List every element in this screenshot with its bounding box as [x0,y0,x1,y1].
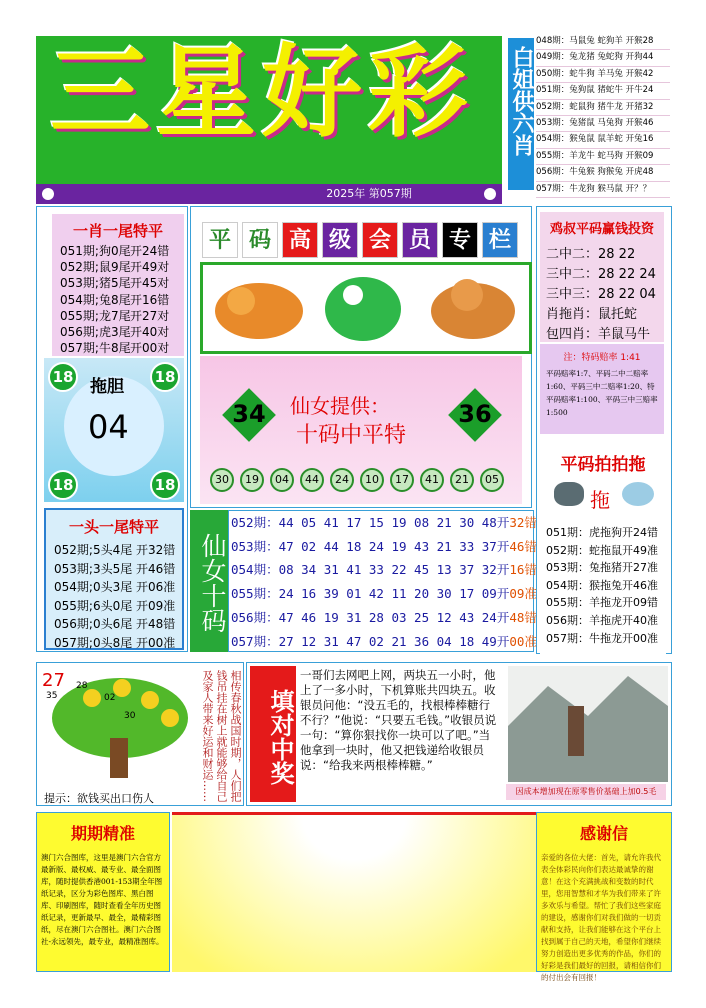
ox-icon [215,283,303,339]
xiannv-provide-box [200,356,522,504]
tiger-icon [554,482,584,506]
main-title: 三星好彩 [50,33,474,151]
bottom-left-box [36,812,170,972]
history-numbers: 054期：08 34 31 41 33 22 45 13 37 32开 [231,562,510,578]
history-numbers: 052期：44 05 41 17 15 19 08 21 30 48开 [231,515,510,530]
yitou-result: 开09准 [136,598,176,613]
yitou-result: 开06准 [136,580,176,594]
yitou-title: 一头一尾特平 [68,518,159,536]
scholar-illustration [508,666,668,782]
yitou-period: 056期;0头6尾 [54,617,133,631]
paituo-row: 056期：羊拖虎开40准 [546,613,658,627]
yitou-box [44,508,184,650]
left-num: 34 [232,400,266,428]
jishu-row: 肖拖肖：鼠托蛇 [546,307,638,322]
yitou-period: 055期;6头0尾 [54,598,133,613]
bottom-right-text: 亲爱的各位大佬：首先，请允许我代表全体彩民向你们表达最诚挚的谢意！在这个充满挑战和变数的时代里，您用智慧和才华为我们带来了许多欢乐与希望。帮忙了我们这些家庭的建设，感谢你们对我们做的一切贡献和支持，让我们能够在这个平台上找到属于自己的天地，希望你们继续努力创造出更多优秀的作品，你们的好彩是我们最好的回报，请相信你们的付出会有回报！ [541,853,661,982]
coin: 35 [46,691,58,701]
zodiac-list-item: 056期：牛兔猴 狗猴兔 开虎48 [536,165,670,181]
yitou-result: 开46错 [136,561,176,576]
yixiao-title: 一肖一尾特平 [72,222,163,240]
paituo-row: 055期：羊拖龙开09错 [546,596,658,610]
history-numbers: 056期：47 46 19 31 28 03 25 12 43 24开 [231,609,510,625]
bottom-left-title: 期期精准 [70,824,135,843]
right-num: 36 [458,400,492,428]
tuodan-corner-ball: 18 [48,470,78,500]
issue-bar [36,184,502,204]
bottom-right-title: 感谢信 [579,824,628,843]
yixiao-period: 054期;兔8尾 [60,292,131,307]
tuodan-label: 拖胆 [90,377,124,397]
member-title-char: 级 [322,222,358,258]
number-ball: 24 [330,468,354,492]
coin: 02 [104,693,116,703]
bar-dot-left [42,188,54,200]
paituo-tuo: 拖 [590,488,610,512]
paituo-row: 057期：牛拖龙开00准 [546,631,658,645]
zodiac-list-item: 052期：蛇鼠狗 猪牛龙 开猪32 [536,100,670,116]
yitou-row [54,560,182,579]
yitou-result: 开48错 [136,617,176,631]
tuodan-corner-ball: 18 [150,362,180,392]
zodiac-list-item: 049期：兔龙猪 兔蛇狗 开狗44 [536,50,670,66]
tiandui-title: 填对中奖 [250,666,296,802]
history-result: 00准 [509,633,537,649]
history-numbers: 057期：27 12 31 47 02 21 36 04 18 49开 [231,633,510,649]
paituo-box [540,438,666,654]
history-result: 46错 [509,538,537,554]
number-ball: 05 [480,468,504,492]
provider-text: 仙女提供： [290,394,390,418]
yixiao-period: 055期;龙7尾 [60,308,131,323]
xiannv-history [228,510,537,652]
number-ball: 10 [360,468,384,492]
jishu-row: 三中三：28 22 04 [546,287,656,302]
yixiao-result: 开45对 [130,276,170,291]
coin: 30 [124,711,136,721]
yixiao-row [60,308,184,324]
zodiac-list-item: 050期：蛇牛狗 羊马兔 开猴42 [536,67,670,83]
tuodan-corner-ball: 18 [150,470,180,500]
yixiao-row [60,259,184,275]
paituo-row: 053期：兔拖猪开27准 [546,561,658,575]
number-ball: 04 [270,468,294,492]
joke-text: 一哥们去网吧上网，两块五一小时，他上了一多小时，下机算账共四块五。收银员问他：“没五毛的，找根棒棒糖行不行？”他说：“只要五毛钱。”收银员说一句：“算你狠找你一块可以了吧。”当他拿到一块时，他又把钱递给收银员说：“给我来两根棒棒糖。” [300,668,497,772]
yixiao-period: 056期;虎3尾 [60,325,131,340]
tree-coins [46,681,196,731]
paituo-row: 052期：蛇拖鼠开49准 [546,543,658,557]
zodiac-list-item: 053期：兔猪鼠 马兔狗 开猴46 [536,116,670,132]
yixiao-result: 开49对 [130,260,170,275]
title-banner [36,33,502,184]
yixiao-row [60,324,184,340]
jishu-row: 三中二：28 22 24 [546,267,656,282]
xiannv-vertical: 仙女十码 [190,510,228,652]
zodiac-illustrations [203,265,529,351]
number-ball: 17 [390,468,414,492]
member-title-char: 会 [362,222,398,258]
note-title: 注：特码赔率 1:41 [563,353,641,363]
yixiao-result: 开16错 [130,292,170,307]
yitou-period: 057期;0头8尾 [54,635,133,650]
jishu-box [540,212,664,342]
yixiao-row [60,243,184,259]
tuodan-box [44,358,184,502]
tree-number: 27 [42,670,65,691]
paituo-rows [546,524,658,647]
yixiao-result: 开00对 [130,341,170,356]
bottom-center [172,812,536,972]
member-title-char: 平 [202,222,238,258]
yixiao-result: 开24错 [130,244,170,258]
history-row [229,535,537,559]
history-row [229,511,537,535]
member-title-char: 员 [402,222,438,258]
jishu-row: 二中二：28 22 [546,247,636,262]
coin: 28 [76,681,88,691]
note-text: 平码赔率1:7、平码二中二赔率1:60、平码三中二赔率1:20、特平码赔率1:100、平码三中三赔率1:500 [546,369,658,417]
history-numbers: 053期：47 02 44 18 24 19 43 21 33 37开 [231,538,510,554]
yitou-row [54,597,182,616]
slogan-text: 十码中平特 [296,423,407,448]
number-ball: 19 [240,468,264,492]
bottom-left-text: 澳门六合图库，这里是澳门六合官方最新版、最权威、最专业、最全面图库，随时提供香港001-153期全年图纸记录，区分为彩色图库、黑白图库、印刷图库，随时查看全年历史图纸记录，更新最早、最全，最精彩图纸，尽在澳门六合图社。澳门六合图社-永远领先，最专业，最精准图库。 [41,853,164,946]
member-title-char: 栏 [482,222,518,258]
bottom-right-box [536,812,672,982]
paituo-row: 054期：猴拖兔开46准 [546,578,658,592]
yitou-period: 054期;0头3尾 [54,580,133,594]
yitou-rows [46,541,182,652]
bar-dot-right [484,188,496,200]
yixiao-row [60,275,184,291]
history-result: 16错 [509,562,537,578]
history-row [229,630,537,654]
member-title-char: 专 [442,222,478,258]
history-row [229,606,537,630]
history-row [229,558,537,582]
zodiac-list-item: 057期：牛龙狗 猴马鼠 开？？ [536,182,670,198]
yixiao-box [52,214,184,356]
tree-hint: 提示：欲钱买出口伤人 [44,792,154,805]
joke-caption: 因成本增加现在原零售价基础上加0.5毛 [506,784,666,800]
yitou-row [54,634,182,653]
yitou-row [54,541,182,560]
yixiao-rows [52,243,184,356]
yitou-result: 开32错 [136,543,176,557]
yitou-result: 开00准 [136,635,176,650]
tree-poem: 相传春秋战国时期，人们把钱吊挂在树上就能够给自己及家人带来好运和财运…… [201,670,242,802]
yitou-row [54,578,182,597]
yixiao-result: 开27对 [130,308,170,323]
tuodan-main: 04 [88,408,129,446]
dragon-icon [325,277,401,341]
history-result: 09准 [509,586,537,602]
zodiac-list-item: 055期：羊龙牛 蛇马狗 开猴09 [536,149,670,165]
zodiac-list-item: 048期：马鼠兔 蛇狗羊 开猴28 [536,34,670,50]
number-ball: 41 [420,468,444,492]
zodiac-box-title-text: 白姐供六肖 [509,46,534,156]
yitou-row [54,615,182,634]
member-title-char: 码 [242,222,278,258]
snake-icon [622,482,654,506]
yixiao-period: 053期;猪5尾 [60,276,131,291]
number-ball: 44 [300,468,324,492]
issue-number: 2025年 第057期 [326,187,412,200]
tuodan-corner-ball: 18 [48,362,78,392]
paituo-row: 051期：虎拖狗开24错 [546,526,658,539]
zodiac-images [200,262,532,354]
yixiao-period: 052期;鼠9尾 [60,260,131,275]
history-numbers: 055期：24 16 39 01 42 11 20 30 17 09开 [231,586,510,602]
paituo-title: 平码拍拍拖 [560,455,646,475]
yitou-period: 053期;3头5尾 [54,561,133,576]
zodiac-list-item: 054期：猴兔鼠 鼠羊蛇 开兔16 [536,132,670,148]
history-row [229,582,537,606]
history-result: 48错 [509,609,537,625]
zodiac-list [536,34,670,204]
yitou-period: 052期;5头4尾 [54,543,133,557]
yixiao-row [60,292,184,308]
jishu-title: 鸡叔平码赢钱投资 [549,222,654,237]
yixiao-period: 057期;牛8尾 [60,341,131,356]
member-title-char: 高 [282,222,318,258]
zodiac-list-item: 051期：兔狗鼠 猪蛇牛 开牛24 [536,83,670,99]
number-ball: 30 [210,468,234,492]
jishu-row: 包四肖：羊鼠马牛 [546,327,651,342]
history-result: 32错 [509,515,537,530]
yixiao-result: 开40对 [130,325,170,340]
number-ball: 21 [450,468,474,492]
zodiac-box-title [506,36,536,192]
yixiao-period: 051期;狗0尾 [60,244,131,258]
yixiao-row [60,340,184,356]
jishu-rows [540,245,664,345]
jishu-note-box [540,344,664,434]
